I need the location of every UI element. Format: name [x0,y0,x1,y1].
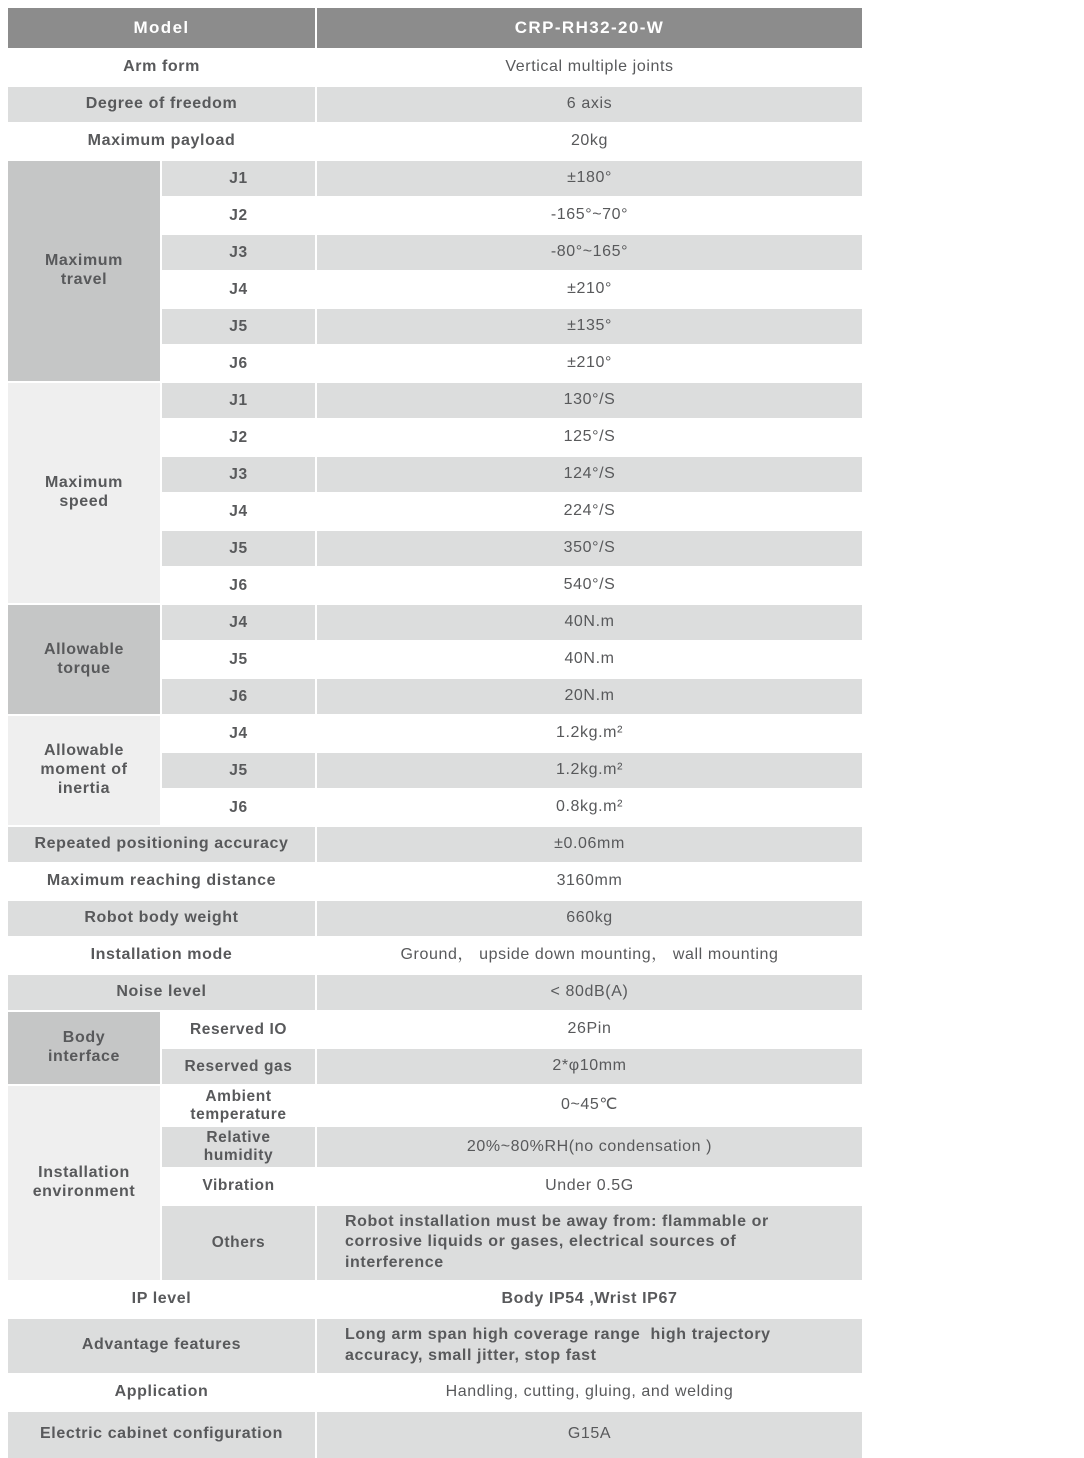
row-label-noise-level: Noise level [8,975,315,1010]
sub-label-j6: J6 [162,346,315,381]
spec-row-allowable-moment-of-inertia-j6 [162,790,862,825]
sub-label-ambient-temperature: Ambient temperature [162,1086,315,1125]
value-maximum-travel-j6: ±210° [317,346,862,381]
sub-label-j5: J5 [162,642,315,677]
group-items-allowable-moment-of-inertia [162,716,862,825]
sub-label-relative-humidity: Relative humidity [162,1127,315,1166]
spec-row-maximum-speed-j2 [162,420,862,455]
value-maximum-travel-j5: ±135° [317,309,862,344]
header-model-label: Model [8,8,315,48]
sub-label-j1: J1 [162,161,315,196]
group-maximum-speed [8,383,862,603]
group-items-maximum-speed [162,383,862,603]
value-installation-environment-ambient-temperature: 0~45℃ [317,1086,862,1125]
row-label-ip-level: IP level [8,1282,315,1317]
section-label-allowable-moment-of-inertia: Allowable moment of inertia [8,716,160,825]
spec-row-robot-body-weight [8,901,862,936]
group-maximum-travel [8,161,862,381]
row-value-robot-body-weight: 660kg [317,901,862,936]
row-label-robot-body-weight: Robot body weight [8,901,315,936]
spec-row-maximum-speed-j1 [162,383,862,418]
row-value-noise-level: < 80dB(A) [317,975,862,1010]
spec-row-degree-of-freedom [8,87,862,122]
sub-label-j4: J4 [162,494,315,529]
row-value-ip-level: Body IP54 ,Wrist IP67 [317,1282,862,1317]
spec-row-installation-environment-others [162,1206,862,1280]
row-value-advantage-features: Long arm span high coverage range high trajectory accuracy, small jitter, stop fast [317,1319,862,1373]
row-label-advantage-features: Advantage features [8,1319,315,1373]
row-label-arm-form: Arm form [8,50,315,85]
row-label-electric-cabinet-configuration: Electric cabinet configuration [8,1412,315,1458]
sub-label-j2: J2 [162,198,315,233]
spec-row-advantage-features [8,1319,862,1373]
row-label-installation-mode: Installation mode [8,938,315,973]
row-value-installation-mode: Ground， upside down mounting， wall mounting [317,938,862,973]
section-label-maximum-travel: Maximum travel [8,161,160,381]
row-value-application: Handling, cutting, gluing, and welding [317,1375,862,1410]
sub-label-j4: J4 [162,716,315,751]
spec-row-allowable-torque-j4 [162,605,862,640]
row-label-repeated-positioning-accuracy: Repeated positioning accuracy [8,827,315,862]
spec-row-installation-mode [8,938,862,973]
spec-row-noise-level [8,975,862,1010]
group-items-maximum-travel [162,161,862,381]
group-allowable-torque [8,605,862,714]
row-label-degree-of-freedom: Degree of freedom [8,87,315,122]
spec-row-repeated-positioning-accuracy [8,827,862,862]
row-value-degree-of-freedom: 6 axis [317,87,862,122]
value-body-interface-reserved-gas: 2*φ10mm [317,1049,862,1084]
value-maximum-travel-j3: -80°~165° [317,235,862,270]
row-value-maximum-reaching-distance: 3160mm [317,864,862,899]
value-maximum-speed-j4: 224°/S [317,494,862,529]
spec-row-application [8,1375,862,1410]
section-label-body-interface: Body interface [8,1012,160,1084]
spec-row-maximum-travel-j2 [162,198,862,233]
sub-label-j1: J1 [162,383,315,418]
spec-row-body-interface-reserved-io [162,1012,862,1047]
spec-row-maximum-reaching-distance [8,864,862,899]
spec-row-allowable-torque-j5 [162,642,862,677]
value-maximum-speed-j1: 130°/S [317,383,862,418]
spec-table [8,8,862,1458]
spec-row-installation-environment-vibration [162,1169,862,1204]
value-allowable-torque-j6: 20N.m [317,679,862,714]
spec-row-maximum-speed-j6 [162,568,862,603]
value-maximum-speed-j6: 540°/S [317,568,862,603]
section-label-maximum-speed: Maximum speed [8,383,160,603]
spec-row-maximum-speed-j5 [162,531,862,566]
value-maximum-travel-j2: -165°~70° [317,198,862,233]
row-value-repeated-positioning-accuracy: ±0.06mm [317,827,862,862]
sub-label-j4: J4 [162,272,315,307]
spec-row-maximum-speed-j3 [162,457,862,492]
value-allowable-moment-of-inertia-j5: 1.2kg.m² [317,753,862,788]
value-allowable-torque-j4: 40N.m [317,605,862,640]
spec-row-allowable-torque-j6 [162,679,862,714]
value-installation-environment-relative-humidity: 20%~80%RH(no condensation ) [317,1127,862,1166]
spec-row-arm-form [8,50,862,85]
value-allowable-moment-of-inertia-j4: 1.2kg.m² [317,716,862,751]
sub-label-j3: J3 [162,235,315,270]
row-label-maximum-payload: Maximum payload [8,124,315,159]
table-header-row [8,8,862,48]
spec-row-maximum-travel-j4 [162,272,862,307]
header-model-value: CRP-RH32-20-W [317,8,862,48]
group-installation-environment [8,1086,862,1280]
group-items-installation-environment [162,1086,862,1280]
spec-row-electric-cabinet-configuration [8,1412,862,1458]
spec-row-body-interface-reserved-gas [162,1049,862,1084]
spec-row-maximum-travel-j1 [162,161,862,196]
value-maximum-speed-j2: 125°/S [317,420,862,455]
spec-row-maximum-payload [8,124,862,159]
sub-label-j3: J3 [162,457,315,492]
sub-label-j6: J6 [162,568,315,603]
sub-label-j5: J5 [162,531,315,566]
sub-label-j5: J5 [162,753,315,788]
sub-label-reserved-io: Reserved IO [162,1012,315,1047]
spec-row-allowable-moment-of-inertia-j4 [162,716,862,751]
row-label-maximum-reaching-distance: Maximum reaching distance [8,864,315,899]
value-allowable-moment-of-inertia-j6: 0.8kg.m² [317,790,862,825]
sub-label-j6: J6 [162,679,315,714]
row-value-maximum-payload: 20kg [317,124,862,159]
spec-row-maximum-travel-j6 [162,346,862,381]
sub-label-others: Others [162,1206,315,1280]
group-allowable-moment-of-inertia [8,716,862,825]
sub-label-j6: J6 [162,790,315,825]
group-body-interface [8,1012,862,1084]
value-installation-environment-others: Robot installation must be away from: flammable or corrosive liquids or gases, electrical sources of interference [317,1206,862,1280]
value-maximum-travel-j1: ±180° [317,161,862,196]
row-value-arm-form: Vertical multiple joints [317,50,862,85]
group-items-body-interface [162,1012,862,1084]
section-label-allowable-torque: Allowable torque [8,605,160,714]
row-label-application: Application [8,1375,315,1410]
spec-row-maximum-travel-j5 [162,309,862,344]
sub-label-vibration: Vibration [162,1169,315,1204]
value-body-interface-reserved-io: 26Pin [317,1012,862,1047]
spec-row-installation-environment-relative-humidity [162,1127,862,1166]
sub-label-reserved-gas: Reserved gas [162,1049,315,1084]
value-allowable-torque-j5: 40N.m [317,642,862,677]
spec-row-allowable-moment-of-inertia-j5 [162,753,862,788]
value-maximum-travel-j4: ±210° [317,272,862,307]
group-items-allowable-torque [162,605,862,714]
value-installation-environment-vibration: Under 0.5G [317,1169,862,1204]
spec-row-maximum-travel-j3 [162,235,862,270]
spec-row-maximum-speed-j4 [162,494,862,529]
spec-row-installation-environment-ambient-temperature [162,1086,862,1125]
sub-label-j2: J2 [162,420,315,455]
value-maximum-speed-j3: 124°/S [317,457,862,492]
sub-label-j4: J4 [162,605,315,640]
value-maximum-speed-j5: 350°/S [317,531,862,566]
spec-row-ip-level [8,1282,862,1317]
section-label-installation-environment: Installation environment [8,1086,160,1280]
row-value-electric-cabinet-configuration: G15A [317,1412,862,1458]
sub-label-j5: J5 [162,309,315,344]
